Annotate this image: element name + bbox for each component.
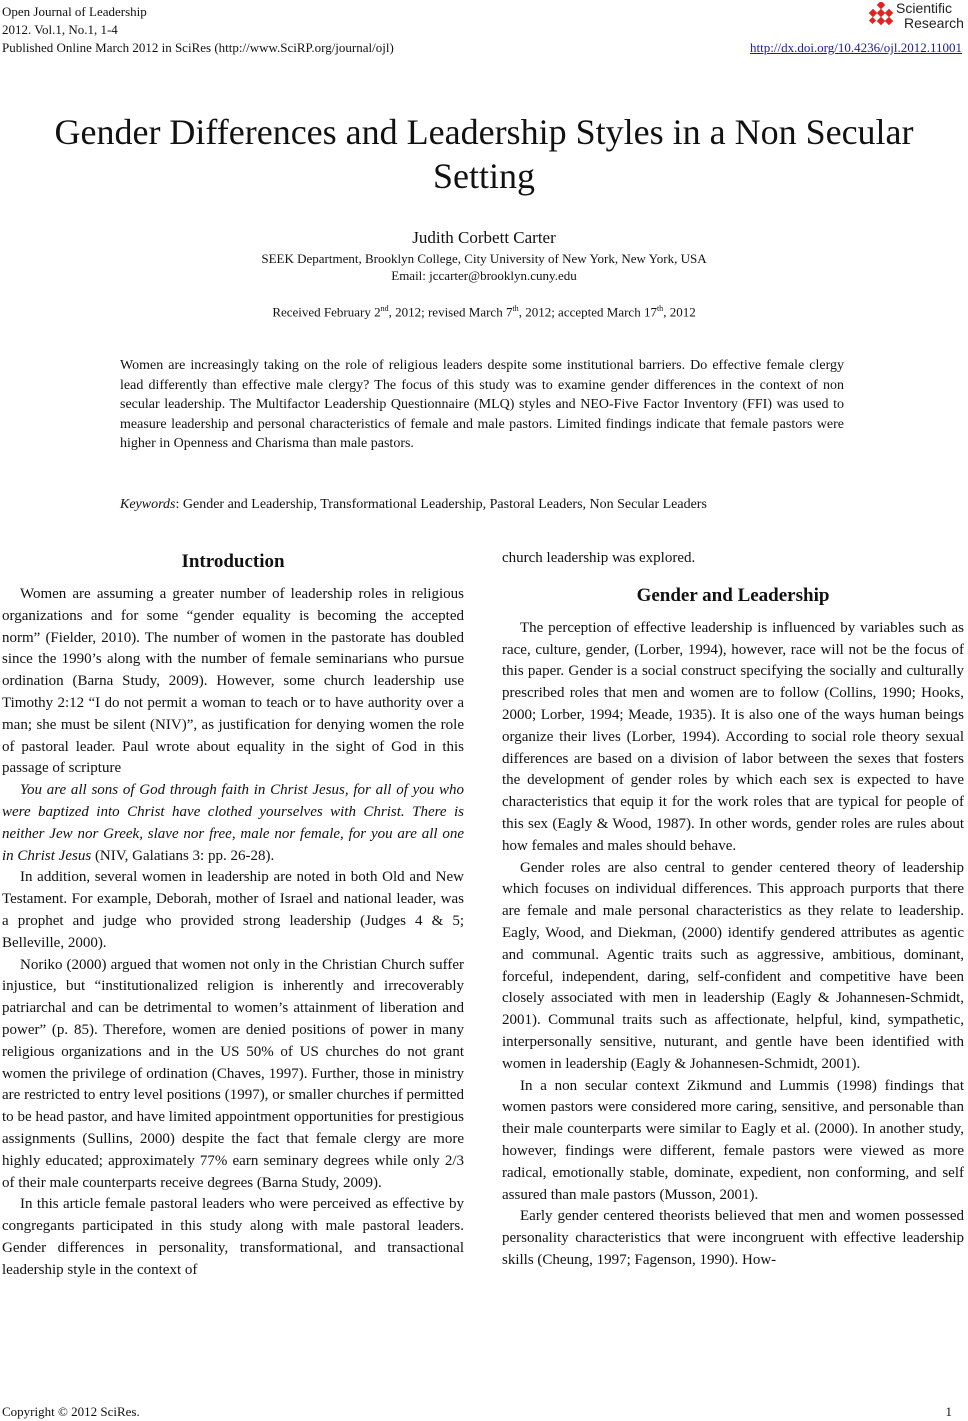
author-affiliation: SEEK Department, Brooklyn College, City University of New York, New York, USA xyxy=(261,251,707,266)
copyright: Copyright © 2012 SciRes. xyxy=(2,1404,140,1419)
author-name: Judith Corbett Carter xyxy=(412,228,556,247)
logo-mark-icon xyxy=(866,2,898,34)
left-column xyxy=(2,548,464,1282)
author-email: Email: jccarter@brooklyn.cuny.edu xyxy=(391,268,577,283)
logo-text-scientific: Scientific xyxy=(896,0,953,16)
paper-title: Gender Differences and Leadership Styles in a Non Secular Setting xyxy=(54,112,914,196)
section-heading-introduction: Introduction xyxy=(181,551,285,572)
paragraph: Noriko (2000) argued that women not only in the Christian Church suffer injustice, but “institutionalized religion is inherently and irrecoverably patriarchal and can be detrimental to women’s attainment of liberation and power” (p. 85). Therefore, women are denied positions of power in many religious organizations and in the US 50% of US churches do not grant women the privilege of ordination (Chaves, 1997). Further, those in ministry are restricted to entry level positions (1997), or smaller churches if permitted to be head pastor, and have limited appointment opportunities for prestigious assignments (Sullins, 2000) despite the fact that female clergy are more highly educated; approximately 77% earn seminary degrees while only 2/3 of their male counterparts receive degrees (Barna Study, 2009). xyxy=(2,956,464,1191)
logo-text-research: Research xyxy=(904,15,964,31)
paragraph: Gender roles are also central to gender centered theory of leadership which focuses on individual differences. This approach purports that there are female and male personal characteristics as they relate to leadership. Eagly, Wood, and Diekman, (2000) identify gendered attributes as agentic and communal. Agentic traits such as aggressive, ambitious, dominant, forceful, independent, daring, self-confident and competitive have been closely associated with men in leadership (Eagly & Johannesen-Schmidt, 2001). Communal traits such as affectionate, helpful, kind, sympathetic, interpersonally sensitive, nuturant, and gentle have been identified with women in leadership (Eagly & Johannesen-Schmidt, 2001). xyxy=(502,859,964,1072)
scientific-research-logo xyxy=(866,0,966,36)
journal-published: Published Online March 2012 in SciRes (http://www.SciRP.org/journal/ojl) xyxy=(2,40,394,55)
paragraph: In addition, several women in leadership are noted in both Old and New Testament. For example, Deborah, mother of Israel and national leader, was a prophet and judge who provided strong leadership (Judges 4 & 5; Belleville, 2000). xyxy=(2,869,464,951)
paragraph: Women are assuming a greater number of leadership roles in religious organizations and for some “gender equality is becoming the accepted norm” (Fielder, 2010). The number of women in the pastorate has doubled since the 1990’s along with the number of female seminarians who pursue ordination (Barna Study, 2009). However, some church leadership use Timothy 2:12 “I do not permit a woman to teach or to have authority over a man; she must be silent (NIV)”, as justification for denying women the role of pastoral leader. Paul wrote about equality in the sight of God in this passage of scripture xyxy=(2,586,464,777)
page-number: 1 xyxy=(945,1404,952,1419)
journal-name: Open Journal of Leadership xyxy=(2,4,147,19)
scripture-paragraph: You are all sons of God through faith in Christ Jesus, for all of you who were baptized into Christ have clothed yourselves with Christ. There is neither Jew nor Greek, slave nor free, male nor female, for you are all one in Christ Jesus (NIV, Galatians 3: pp. 26-28). xyxy=(2,782,465,864)
paragraph: The perception of effective leadership is influenced by variables such as race, culture, gender, (Lorber, 1994), however, race will not be the focus of this paper. Gender is a social construct specifying the socially and culturally prescribed roles that men and women are to follow (Collins, 1990; Hooks, 2000; Lorber, 1994; Meade, 1935). It is also one of the ways human beings organize their lives (Lorber, 1994). According to social role theory sexual differences are based on a division of labor between the sexes that fosters the development of gender roles by which each sex is expected to have characteristics that equip it for the work roles that are typical for people of this sex (Eagly & Wood, 1987). In other words, gender roles are rules about how females and males should behave. xyxy=(502,619,964,854)
journal-volume: 2012. Vol.1, No.1, 1-4 xyxy=(2,22,118,37)
keywords xyxy=(120,496,844,514)
received-dates: Received February 2nd, 2012; revised March 7th, 2012; accepted March 17th, 2012 xyxy=(272,304,696,320)
paragraph: Early gender centered theorists believed that men and women possessed personality characteristics that were incongruent with effective leadership skills (Cheung, 1997; Fagenson, 1990). How- xyxy=(502,1208,964,1268)
doi-link[interactable]: http://dx.doi.org/10.4236/ojl.2012.11001 xyxy=(750,40,962,55)
section-heading-gender-leadership: Gender and Leadership xyxy=(636,584,830,606)
right-column xyxy=(502,548,964,1272)
abstract: Women are increasingly taking on the role of religious leaders despite some institutional barriers. Do effective female clergy lead differently than effective male clergy? The focus of this study was to examine gender differences in the context of non secular leadership. The Multifactor Leadership Questionnaire (MLQ) styles and NEO-Five Factor Inventory (FFI) was used to measure leadership and personal characteristics of female and male pastors. Limited findings indicate that female pastors were higher in Openness and Charisma than male pastors. xyxy=(120,358,844,451)
keywords-list: : Gender and Leadership, Transformational Leadership, Pastoral Leaders, Non Secular Leaders xyxy=(175,497,707,512)
keywords-label: Keywords xyxy=(120,497,176,512)
paragraph: In a non secular context Zikmund and Lummis (1998) findings that women pastors were considered more caring, sensitive, and personable than their male counterparts were similar to Eagly et al. (2000). In another study, however, findings were different, female pastors were viewed as more radical, emotionally stable, dominate, expedient, non conforming, and self assured than male pastors (Musson, 2001). xyxy=(502,1077,964,1203)
paragraph: In this article female pastoral leaders who were perceived as effective by congregants participated in this study along with male pastoral leaders. Gender differences in personality, transformational, and transactional leadership style in the context of xyxy=(2,1196,464,1278)
paragraph-continued: church leadership was explored. xyxy=(502,550,696,566)
